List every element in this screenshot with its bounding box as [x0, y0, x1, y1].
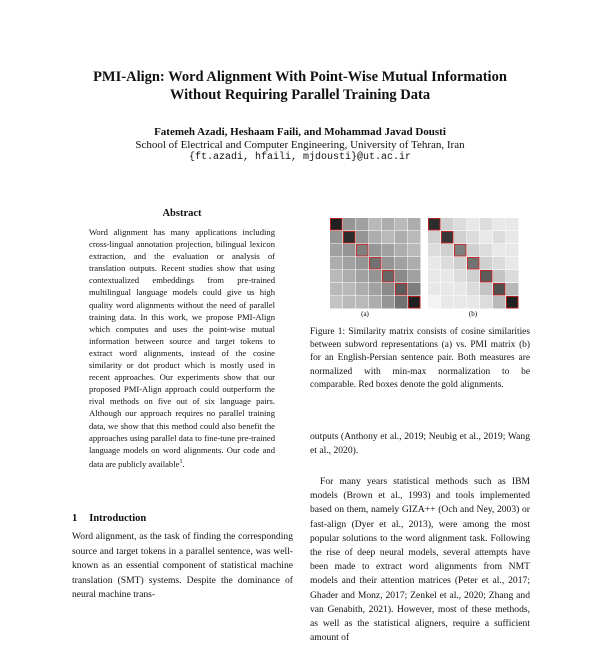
heatmap-cell-p0-r1-c5 [395, 231, 408, 244]
heatmap-cell-p1-r4-c6 [506, 270, 519, 283]
heatmap-cell-p1-r1-c5 [493, 231, 506, 244]
heatmap-cell-p0-r5-c6 [408, 283, 421, 296]
heatmap-cell-p1-r2-c6 [506, 244, 519, 257]
paper-title [0, 68, 600, 104]
heatmap-cell-p1-r2-c0 [428, 244, 441, 257]
heatmap-cell-p0-r1-c1 [343, 231, 356, 244]
heatmap-cell-p0-r4-c1 [343, 270, 356, 283]
heatmap-cell-p0-r0-c6 [408, 218, 421, 231]
heatmap-cell-p0-r6-c1 [343, 296, 356, 309]
heatmap-cell-p0-r6-c5 [395, 296, 408, 309]
heatmap-cell-p1-r4-c4 [480, 270, 493, 283]
heatmap-cell-p0-r3-c5 [395, 257, 408, 270]
email: {ft.azadi, hfaili, mjdousti}@ut.ac.ir [188, 152, 412, 163]
heatmap-cell-p0-r4-c3 [369, 270, 382, 283]
heatmap-cell-p0-r6-c3 [369, 296, 382, 309]
heatmap-cell-p1-r6-c1 [441, 296, 454, 309]
heatmap-cell-p1-r3-c5 [493, 257, 506, 270]
figure-caption: Figure 1: Similarity matrix consists of cosine similarities between subword representations (a) vs. PMI matrix (b) for an English-Persian sentence pair. Both measures are normalized with min-max normalization to be comparable. Red boxes denote the gold alignments. [310, 327, 530, 390]
section-title: Introduction [89, 513, 147, 524]
heatmap-cell-p1-r0-c3 [467, 218, 480, 231]
heatmap-cell-p0-r5-c2 [356, 283, 369, 296]
heatmap-cell-p1-r6-c4 [480, 296, 493, 309]
heatmap-cell-p1-r0-c4 [480, 218, 493, 231]
heatmap-cell-p0-r3-c2 [356, 257, 369, 270]
heatmap-cell-p1-r1-c6 [506, 231, 519, 244]
heatmap-cell-p1-r5-c0 [428, 283, 441, 296]
heatmap-cell-p1-r6-c5 [493, 296, 506, 309]
heatmap-cell-p0-r1-c2 [356, 231, 369, 244]
heatmap-cell-p1-r1-c4 [480, 231, 493, 244]
abstract-body [89, 226, 275, 470]
heatmap-cell-p0-r4-c2 [356, 270, 369, 283]
similarity-matrices [310, 214, 530, 319]
heatmap-cell-p0-r5-c0 [330, 283, 343, 296]
heatmap-cell-p1-r3-c0 [428, 257, 441, 270]
heatmap-cell-p1-r5-c1 [441, 283, 454, 296]
heatmap-cell-p1-r2-c2 [454, 244, 467, 257]
heatmap-cell-p0-r0-c1 [343, 218, 356, 231]
heatmap-cell-p1-r6-c0 [428, 296, 441, 309]
heatmap-cell-p1-r5-c4 [480, 283, 493, 296]
heatmap-cell-p0-r2-c1 [343, 244, 356, 257]
heatmap-cell-p0-r1-c4 [382, 231, 395, 244]
heatmap-cell-p1-r4-c0 [428, 270, 441, 283]
heatmap-cell-p0-r2-c3 [369, 244, 382, 257]
heatmap-cell-p1-r3-c3 [467, 257, 480, 270]
heatmap-cell-p0-r3-c3 [369, 257, 382, 270]
heatmap-cell-p1-r2-c5 [493, 244, 506, 257]
intro-text: Word alignment, as the task of finding the corresponding source and target tokens in a parallel sentence, was well-known as an essential component of statistical machine translation (SMT) systems. Despite the dominance of neural machine trans- [72, 531, 293, 601]
heatmap-cell-p1-r4-c1 [441, 270, 454, 283]
heatmap-cell-p1-r0-c2 [454, 218, 467, 231]
heatmap-cell-p0-r3-c4 [382, 257, 395, 270]
footnote-mark: 1 [179, 458, 183, 465]
heatmap-cell-p0-r2-c5 [395, 244, 408, 257]
heatmap-cell-p1-r0-c6 [506, 218, 519, 231]
heatmap-cell-p1-r5-c5 [493, 283, 506, 296]
heatmap-cell-p1-r6-c2 [454, 296, 467, 309]
heatmap-cell-p0-r4-c4 [382, 270, 395, 283]
title-line-1: PMI-Align: Word Alignment With Point-Wise Mutual Information [93, 69, 507, 85]
heatmap-cell-p0-r1-c3 [369, 231, 382, 244]
heatmap-cell-p1-r5-c3 [467, 283, 480, 296]
heatmap-cell-p0-r3-c1 [343, 257, 356, 270]
heatmap-cell-p1-r3-c2 [454, 257, 467, 270]
heatmap-cell-p0-r1-c6 [408, 231, 421, 244]
heatmap-cell-p1-r3-c6 [506, 257, 519, 270]
heatmap-cell-p1-r1-c0 [428, 231, 441, 244]
heatmap-cell-p1-r2-c3 [467, 244, 480, 257]
heatmap-cell-p1-r5-c6 [506, 283, 519, 296]
title-line-2: Without Requiring Parallel Training Data [169, 87, 431, 103]
heatmap-cell-p0-r5-c3 [369, 283, 382, 296]
heatmap-cell-p0-r2-c6 [408, 244, 421, 257]
heatmap-cell-p1-r2-c4 [480, 244, 493, 257]
heatmap-cell-p0-r2-c4 [382, 244, 395, 257]
heatmap-cell-p0-r3-c0 [330, 257, 343, 270]
panel-a-label: (a) [361, 310, 369, 318]
heatmap-cell-p0-r6-c0 [330, 296, 343, 309]
heatmap-cell-p1-r3-c1 [441, 257, 454, 270]
right-column-top: outputs (Anthony et al., 2019; Neubig et al., 2019; Wang et al., 2020). [310, 431, 530, 457]
heatmap-cell-p0-r3-c6 [408, 257, 421, 270]
heatmap-cell-p1-r1-c1 [441, 231, 454, 244]
heatmap-cell-p1-r0-c1 [441, 218, 454, 231]
abstract-text: Word alignment has many applications including cross-lingual annotation projection, bilingual lexicon extraction, and the evaluation or analysis of translation outputs. Recent studies show that using contextualized embeddings from pre-trained multilingual language models could give us high quality word alignments without the need of parallel training data. In this work, we propose PMI-Align which computes and uses the point-wise mutual information between source and target tokens to extract word alignments, instead of the cosine similarity or dot product which is mostly used in recent approaches. Our experiments show that our proposed PMI-Align approach could outperform the rival methods on five out of six language pairs. Although our approach requires no parallel training data, we show that this method could also benefit the approaches using parallel data to fine-tune pre-trained language models on word alignments. Our code and data are publicly available [89, 227, 275, 469]
heatmap-cell-p0-r0-c5 [395, 218, 408, 231]
heatmap-cell-p0-r4-c6 [408, 270, 421, 283]
heatmap-cell-p1-r1-c2 [454, 231, 467, 244]
heatmap-cell-p0-r1-c0 [330, 231, 343, 244]
heatmap-cell-p0-r2-c2 [356, 244, 369, 257]
heatmap-cell-p1-r3-c4 [480, 257, 493, 270]
heatmap-cell-p1-r1-c3 [467, 231, 480, 244]
heatmap-cell-p0-r0-c2 [356, 218, 369, 231]
heatmap-cell-p0-r4-c5 [395, 270, 408, 283]
heatmap-cell-p0-r5-c4 [382, 283, 395, 296]
heatmap-cell-p0-r6-c2 [356, 296, 369, 309]
panel-b-label: (b) [468, 310, 478, 318]
heatmap-cell-p1-r6-c3 [467, 296, 480, 309]
heatmap-cell-p0-r2-c0 [330, 244, 343, 257]
abstract-end: . [182, 458, 185, 469]
heatmap-cell-p0-r6-c4 [382, 296, 395, 309]
heatmap-cell-p0-r0-c3 [369, 218, 382, 231]
heatmap-cell-p0-r5-c5 [395, 283, 408, 296]
heatmap-cell-p1-r4-c5 [493, 270, 506, 283]
heatmap-cell-p0-r4-c0 [330, 270, 343, 283]
heatmap-cell-p0-r5-c1 [343, 283, 356, 296]
affiliation: School of Electrical and Computer Engineering, University of Tehran, Iran [135, 139, 465, 151]
heatmap-cell-p1-r5-c2 [454, 283, 467, 296]
heatmap-cell-p1-r0-c0 [428, 218, 441, 231]
abstract-heading: Abstract [162, 208, 202, 219]
heatmap-cell-p1-r0-c5 [493, 218, 506, 231]
authors: Fatemeh Azadi, Heshaam Faili, and Mohammad Javad Dousti [154, 126, 446, 138]
heatmap-cell-p1-r4-c2 [454, 270, 467, 283]
section-number: 1 [72, 513, 78, 524]
heatmap-cell-p1-r2-c1 [441, 244, 454, 257]
heatmap-cell-p1-r4-c3 [467, 270, 480, 283]
heatmap-cell-p0-r6-c6 [408, 296, 421, 309]
section-heading [72, 513, 146, 524]
heatmap-cell-p0-r0-c0 [330, 218, 343, 231]
heatmap-cell-p1-r6-c6 [506, 296, 519, 309]
right-column-paragraph: For many years statistical methods such as IBM models (Brown et al., 1993) and tools implemented based on them, namely GIZA++ (Och and Ney, 2003) or fast-align (Dyer et al., 2013), were among the most popular solutions to the word alignment task. Following the rise of deep neural models, several attempts have been made to extract word alignments from NMT models and their attention matrices (Peter et al., 2017; Ghader and Monz, 2017; Zenkel et al., 2020; Zhang and van Genabith, 2021). However, most of these methods, as well as the statistical aligners, require a sufficient amount of [310, 476, 530, 644]
heatmap-cell-p0-r0-c4 [382, 218, 395, 231]
figure-1 [310, 214, 530, 319]
